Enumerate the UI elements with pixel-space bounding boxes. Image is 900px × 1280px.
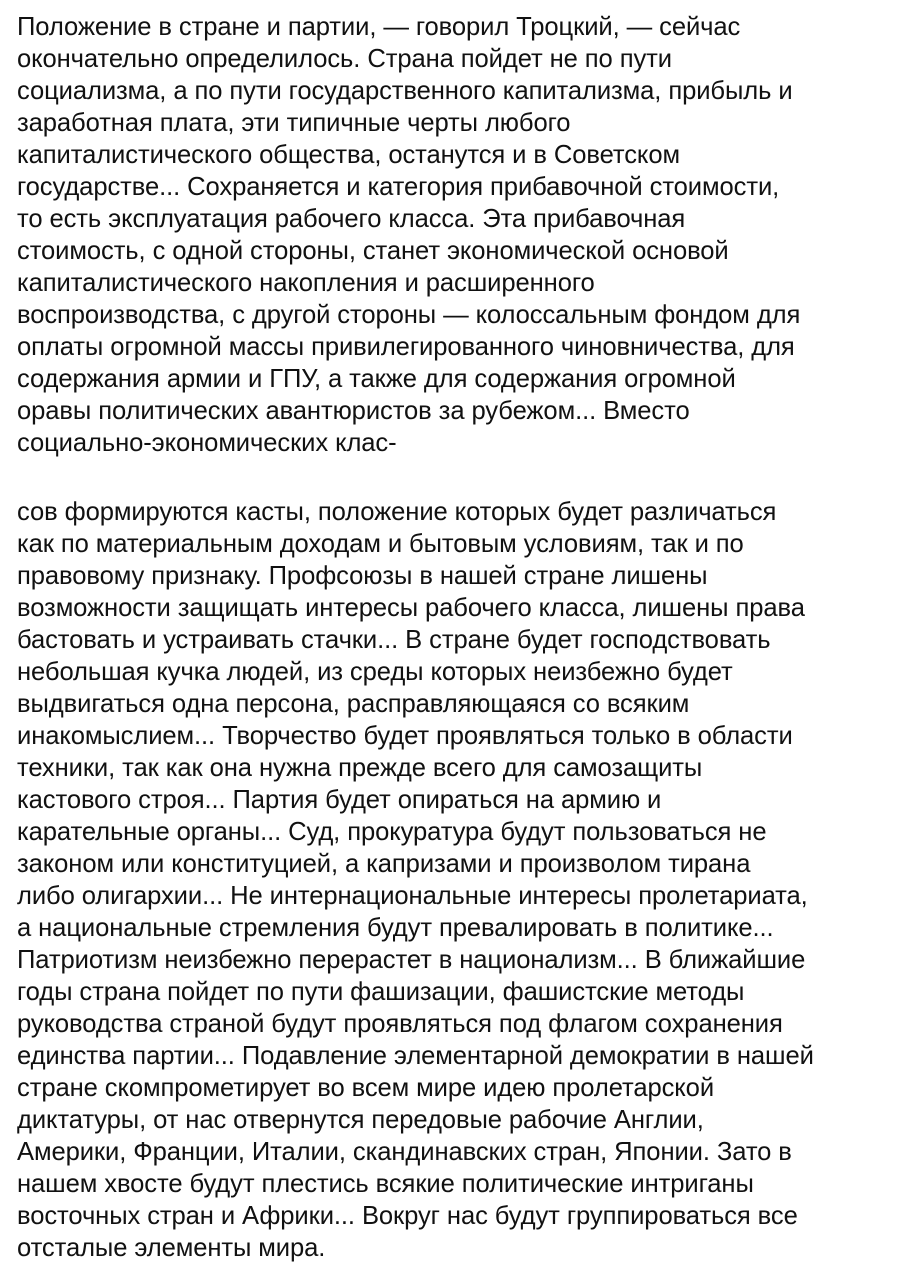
text-line: либо олигархии... Не интернациональные интересы пролетариата, — [17, 882, 808, 910]
text-line: Америки, Франции, Италии, скандинавских стран, Японии. Зато в — [17, 1138, 792, 1166]
text-line: сов формируются касты, положение которых будет различаться — [17, 498, 777, 526]
text-line: техники, так как она нужна прежде всего для самозащиты — [17, 754, 703, 782]
text-line: капиталистического накопления и расширенного — [17, 269, 595, 297]
text-line: кастового строя... Партия будет опираться на армию и — [17, 786, 662, 814]
text-line: восточных стран и Африки... Вокруг нас будут группироваться все — [17, 1202, 798, 1230]
text-line: содержания армии и ГПУ, а также для содержания огромной — [17, 365, 736, 393]
text-line: единства партии... Подавление элементарной демократии в нашей — [17, 1042, 814, 1070]
text-line: небольшая кучка людей, из среды которых неизбежно будет — [17, 658, 733, 686]
text-line: а национальные стремления будут превалировать в политике... — [17, 914, 774, 942]
text-line: отсталые элементы мира. — [17, 1234, 326, 1262]
text-line: стоимость, с одной стороны, станет экономической основой — [17, 237, 729, 265]
text-line: возможности защищать интересы рабочего класса, лишены права — [17, 594, 805, 622]
text-line: законом или конституцией, а капризами и произволом тирана — [17, 850, 751, 878]
text-line: Положение в стране и партии, — говорил Троцкий, — сейчас — [17, 13, 741, 41]
text-line: капиталистического общества, останутся и в Советском — [17, 141, 680, 169]
text-line: социализма, а по пути государственного капитализма, прибыль и — [17, 77, 793, 105]
text-line: как по материальным доходам и бытовым условиям, так и по — [17, 530, 744, 558]
text-line: правовому признаку. Профсоюзы в нашей стране лишены — [17, 562, 708, 590]
text-line: оравы политических авантюристов за рубежом... Вместо — [17, 397, 690, 425]
text-line: окончательно определилось. Страна пойдет не по пути — [17, 45, 672, 73]
text-line: заработная плата, эти типичные черты любого — [17, 109, 571, 137]
text-line: бастовать и устраивать стачки... В стране будет господствовать — [17, 626, 771, 654]
text-line: нашем хвосте будут плестись всякие политические интриганы — [17, 1170, 754, 1198]
text-line: диктатуры, от нас отвернутся передовые рабочие Англии, — [17, 1106, 704, 1134]
text-line: Патриотизм неизбежно перерастет в национализм... В ближайшие — [17, 946, 806, 974]
text-line: то есть эксплуатация рабочего класса. Эта прибавочная — [17, 205, 686, 233]
text-line: руководства страной будут проявляться под флагом сохранения — [17, 1010, 783, 1038]
text-line: социально-экономических клас- — [17, 429, 397, 457]
text-line: стране скомпрометирует во всем мире идею пролетарской — [17, 1074, 715, 1102]
text-line: инакомыслием... Творчество будет проявляться только в области — [17, 722, 793, 750]
text-line: годы страна пойдет по пути фашизации, фашистские методы — [17, 978, 745, 1006]
text-line: выдвигаться одна персона, расправляющаяся со всяким — [17, 690, 690, 718]
text-line: оплаты огромной массы привилегированного чиновничества, для — [17, 333, 795, 361]
text-line: карательные органы... Суд, прокуратура будут пользоваться не — [17, 818, 767, 846]
text-line: государстве... Сохраняется и категория прибавочной стоимости, — [17, 173, 780, 201]
text-line: воспроизводства, с другой стороны — колоссальным фондом для — [17, 301, 801, 329]
